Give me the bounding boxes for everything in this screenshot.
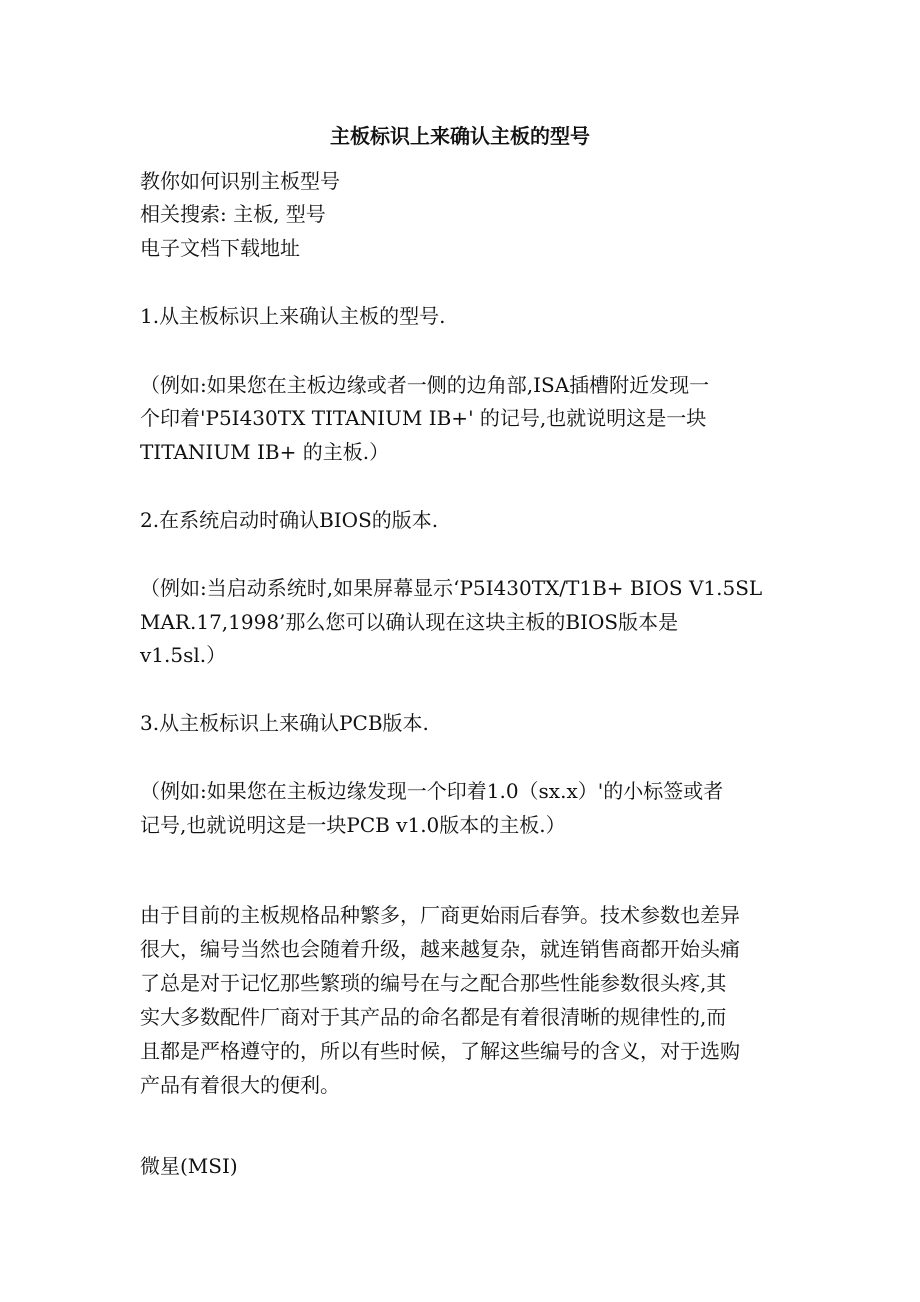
text-line: v1.5sl.） xyxy=(140,643,227,667)
text-line: 相关搜索: 主板, 型号 xyxy=(140,202,326,226)
text-line: 个印着'P5I430TX TITANIUM IB+' 的记号,也就说明这是一块 xyxy=(140,406,707,430)
text-line: （例如:如果您在主板边缘或者一侧的边角部,ISA插槽附近发现一 xyxy=(140,373,710,397)
text-line: 实大多数配件厂商对于其产品的命名都是有着很清晰的规律性的,而 xyxy=(140,1005,727,1029)
text-line: 2.在系统启动时确认BIOS的版本. xyxy=(140,508,439,532)
text-line: TITANIUM IB+ 的主板.） xyxy=(140,440,390,464)
text-line: 了总是对于记忆那些繁琐的编号在与之配合那些性能参数很头疼,其 xyxy=(140,971,727,995)
text-line: 电子文档下载地址 xyxy=(140,236,300,260)
text-line: 产品有着很大的便利。 xyxy=(140,1073,340,1097)
text-line: 教你如何识别主板型号 xyxy=(140,169,340,193)
text-line: MAR.17,1998’那么您可以确认现在这块主板的BIOS版本是 xyxy=(140,610,679,634)
document-title: 主板标识上来确认主板的型号 xyxy=(330,124,590,148)
text-line: 3.从主板标识上来确认PCB版本. xyxy=(140,711,429,735)
text-line: 很大，编号当然也会随着升级，越来越复杂，就连销售商都开始头痛 xyxy=(140,937,740,961)
text-line: （例如:当启动系统时,如果屏幕显示‘P5I430TX/T1B+ BIOS V1.5SL xyxy=(140,576,763,600)
text-line: （例如:如果您在主板边缘发现一个印着1.0（sx.x）'的小标签或者 xyxy=(140,779,724,803)
text-line: 由于目前的主板规格品种繁多，厂商更始雨后春笋。技术参数也差异 xyxy=(140,903,740,927)
text-line: 且都是严格遵守的，所以有些时候，了解这些编号的含义，对于选购 xyxy=(140,1039,740,1063)
text-line: 1.从主板标识上来确认主板的型号. xyxy=(140,304,446,328)
text-line: 微星(MSI) xyxy=(140,1154,238,1178)
text-line: 记号,也就说明这是一块PCB v1.0版本的主板.） xyxy=(140,813,566,837)
